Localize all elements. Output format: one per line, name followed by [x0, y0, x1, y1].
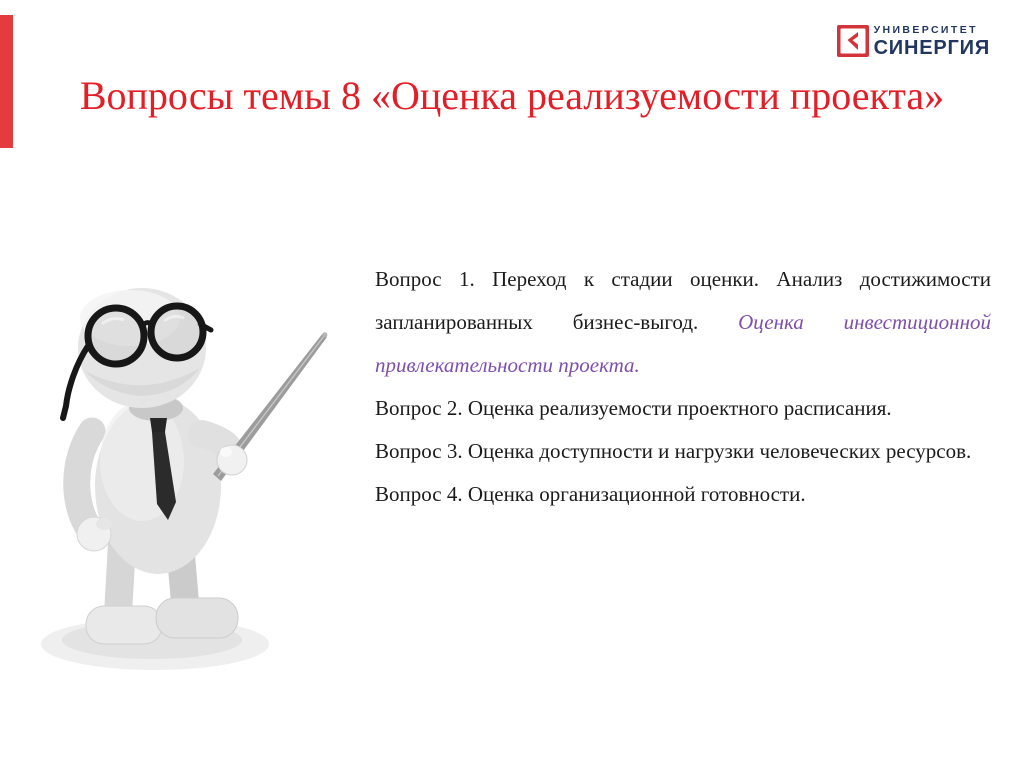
university-logo: [837, 25, 990, 58]
logo-text: [874, 25, 990, 58]
question-2: Вопрос 2. Оценка реализуемости проектного расписания.: [375, 396, 892, 420]
questions-text-block: [375, 258, 991, 516]
logo-line-synergy: СИНЕРГИЯ: [873, 36, 990, 59]
question-1-text: Вопрос 1. Переход к стадии оценки. Анализ достижимости запланированных бизнес-выгод.: [375, 267, 991, 334]
question-3: Вопрос 3. Оценка доступности и нагрузки человеческих ресурсов.: [375, 439, 972, 463]
slide-title: Вопросы темы 8 «Оценка реализуемости проекта»: [79, 73, 945, 118]
presenter-figure-illustration: [30, 276, 342, 674]
question-4: Вопрос 4. Оценка организационной готовности.: [375, 482, 806, 506]
synergy-chevron-icon: [837, 25, 869, 57]
question-1-highlight: Оценка инвестиционной привлекательности проекта.: [375, 310, 991, 377]
question-1: [375, 258, 991, 387]
presenter-figure-svg: [30, 276, 342, 674]
logo-line-university: УНИВЕРСИТЕТ: [873, 24, 978, 36]
